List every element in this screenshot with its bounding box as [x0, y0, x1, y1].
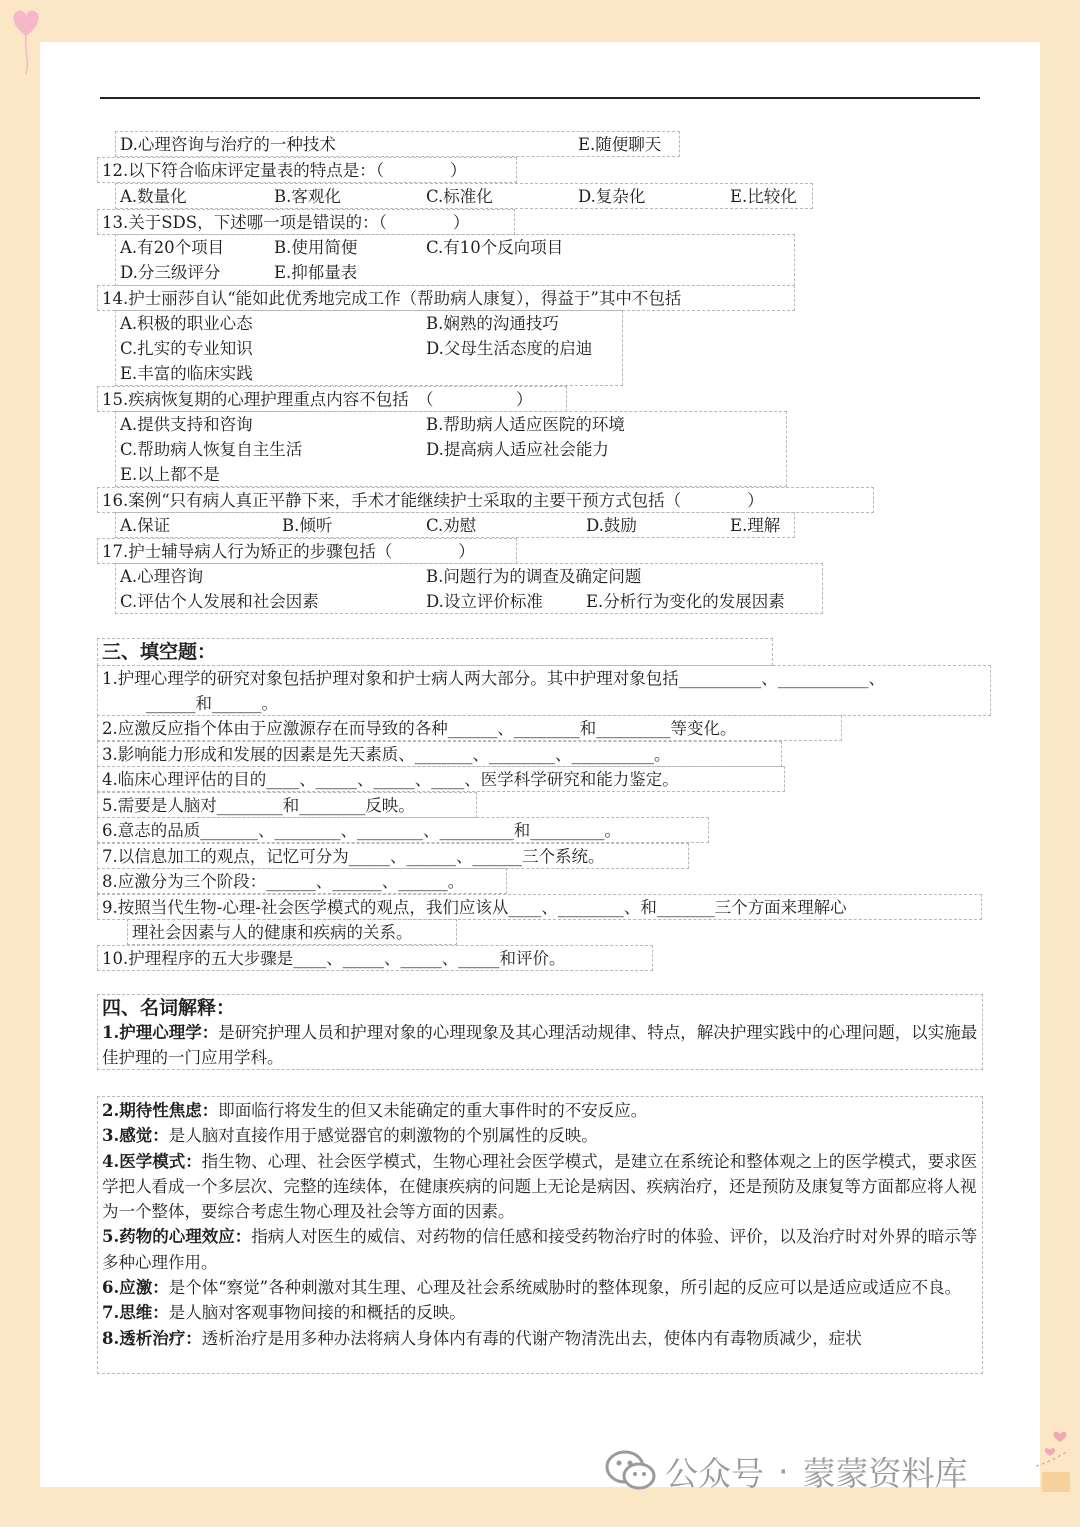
top-rule [100, 97, 980, 99]
option: D.心理咨询与治疗的一种技术 [120, 135, 336, 154]
fill-blank-text: 理社会因素与人的健康和疾病的关系。 [132, 923, 413, 942]
option: C.劝慰 [426, 516, 477, 535]
fill-blank-text: 4.临床心理评估的目的____、_____、_____、____、医学科学研究和能力鉴定。 [102, 770, 679, 789]
fill-blank-9-cont [127, 919, 457, 945]
question-text: 12.以下符合临床评定量表的特点是：（ ） [102, 161, 467, 180]
section-3-header [97, 638, 773, 666]
definition [102, 1098, 978, 1123]
question-text: 17.护士辅导病人行为矫正的步骤包括（ ） [102, 542, 475, 561]
fill-blank-10 [97, 945, 653, 971]
small-hearts-icon [1030, 1420, 1075, 1495]
definition-text: 指病人对医生的威信、对药物的信任感和接受药物治疗时的体验、评价，以及治疗时对外界的暗示等多种心理作用。 [102, 1227, 978, 1272]
question-text: 16.案例“只有病人真正平静下来，手术才能继续护士采取的主要干预方式包括（ ） [102, 491, 764, 510]
option: A.数量化 [120, 187, 187, 206]
definition-text: 即面临行将发生的但又未能确定的重大事件时的不安反应。 [218, 1101, 648, 1120]
definition-text: 透析治疗是用多种办法将病人身体内有毒的代谢产物清洗出去，使体内有毒物质减少，症状 [201, 1328, 862, 1348]
definition [102, 1224, 978, 1275]
option: A.积极的职业心态 [120, 314, 253, 333]
definition-text: 是研究护理人员和护理对象的心理现象及其心理活动规律、特点，解决护理实践中的心理问题，以实施最佳护理的一门应用学科。 [102, 1023, 978, 1068]
question-text: 14.护士丽莎自认“能如此优秀地完成工作（帮助病人康复），得益于”其中不包括 [102, 289, 682, 308]
option: E.分析行为变化的发展因素 [586, 592, 785, 611]
definition [102, 1149, 978, 1225]
fill-blank-text: 5.需要是人脑对________和________反映。 [102, 796, 415, 815]
question-12-options [115, 183, 813, 209]
fill-blank-text: 10.护理程序的五大步骤是____、_____、_____、_____和评价。 [102, 949, 566, 968]
fill-blank-5 [97, 792, 477, 818]
fill-blank-3 [97, 741, 782, 767]
definition-term: 1.护理心理学： [102, 1023, 219, 1042]
question-15 [97, 386, 567, 412]
question-16-options [115, 512, 795, 538]
question-12 [97, 157, 517, 183]
definition-term: 6.应激： [102, 1278, 169, 1298]
definition-text: 是人脑对客观事物间接的和概括的反映。 [168, 1303, 466, 1323]
option: C.标准化 [426, 187, 493, 206]
mc-continued-row [115, 131, 680, 157]
definition-term: 3.感觉： [102, 1126, 169, 1146]
option: E.比较化 [730, 187, 797, 206]
section-title: 四、名词解释： [102, 997, 236, 1019]
question-text: 15.疾病恢复期的心理护理重点内容不包括 （ ） [102, 390, 533, 409]
definition-term: 5.药物的心理效应： [102, 1227, 252, 1247]
option: C.评估个人发展和社会因素 [120, 592, 319, 611]
option: B.娴熟的沟通技巧 [426, 314, 559, 333]
definition-term: 8.透析治疗： [102, 1328, 202, 1348]
fill-blank-text: 1.护理心理学的研究对象包括护理对象和护士病人两大部分。其中护理对象包括__________、___________、 [102, 669, 885, 688]
definition [102, 1123, 978, 1148]
fill-blank-text: 7.以信息加工的观点，记忆可分为_____、______、______三个系统。 [102, 847, 605, 866]
question-16 [97, 487, 874, 513]
question-13 [97, 209, 515, 235]
option: E.理解 [730, 516, 781, 535]
fill-blank-text: 2.应激反应指个体由于应激源存在而导致的各种______、________和_________等变化。 [102, 719, 737, 738]
definition-list [102, 1098, 978, 1351]
definition-term: 2.期待性焦虑： [102, 1101, 219, 1120]
option: D.鼓励 [586, 516, 637, 535]
option: D.设立评价标准 [426, 592, 543, 611]
section-4-block-1 [97, 994, 983, 1070]
watermark-prefix: 公众号 [665, 1453, 764, 1493]
watermark-separator: · [778, 1451, 789, 1491]
option: B.使用简便 [274, 238, 358, 257]
option: C.有10个反向项目 [426, 238, 564, 257]
fill-blank-2 [97, 715, 842, 741]
fill-blank-4 [97, 766, 785, 792]
fill-blank-text: 3.影响能力形成和发展的因素是先天素质、_______、________、__________。 [102, 745, 671, 764]
fill-blank-text: ______和______。 [146, 694, 278, 713]
question-text: 13.关于SDS，下述哪一项是错误的：（ ） [102, 213, 470, 232]
option: A.有20个项目 [120, 238, 225, 257]
question-15-options [115, 411, 787, 487]
option: E.抑郁量表 [274, 263, 358, 282]
option: D.分三级评分 [120, 263, 221, 282]
option: D.提高病人适应社会能力 [426, 440, 609, 459]
definition [102, 1326, 978, 1351]
watermark-name: 蒙蒙资料库 [802, 1453, 968, 1493]
wechat-icon [605, 1449, 657, 1493]
question-17-options [115, 563, 823, 614]
option: D.复杂化 [578, 187, 646, 206]
option: C.帮助病人恢复自主生活 [120, 440, 303, 459]
fill-blank-6 [97, 817, 709, 843]
option: E.以上都不是 [120, 465, 220, 484]
definition-text: 是个体“察觉”各种刺激对其生理、心理及社会系统威胁时的整体现象，所引起的反应可以是适应或适应不良。 [168, 1278, 962, 1298]
option: A.保证 [120, 516, 171, 535]
option: B.倾听 [282, 516, 333, 535]
watermark [605, 1447, 968, 1495]
definition [102, 1020, 978, 1071]
definition-term: 7.思维： [102, 1303, 169, 1323]
section-4-block-2 [97, 1096, 983, 1374]
definition-text: 指生物、心理、社会医学模式，生物心理社会医学模式，是建立在系统论和整体观之上的医学模式，要求医学把人看成一个多层次、完整的连续体，在健康疾病的问题上无论是病因、疾病治疗，还是预防及康复等方面都应将人视为一个整体，要综合考虑生物心理及社会等方面的因素。 [102, 1151, 978, 1222]
definition [102, 1300, 978, 1325]
option: C.扎实的专业知识 [120, 339, 253, 358]
fill-blank-7 [97, 843, 689, 869]
fill-blank-8 [97, 868, 507, 894]
definition [102, 1275, 978, 1300]
question-14-options [115, 310, 623, 386]
section-title: 三、填空题： [102, 641, 217, 663]
option: A.提供支持和咨询 [120, 415, 253, 434]
option: B.问题行为的调查及确定问题 [426, 567, 642, 586]
fill-blank-text: 6.意志的品质_______、________、________、_________和_________。 [102, 821, 621, 840]
definition-text: 是人脑对直接作用于感觉器官的刺激物的个别属性的反映。 [168, 1126, 598, 1146]
question-14 [97, 285, 795, 311]
option: B.帮助病人适应医院的环境 [426, 415, 625, 434]
heart-balloon-icon [8, 6, 44, 76]
fill-blank-text: 9.按照当代生物-心理-社会医学模式的观点，我们应该从____、________、和_______三个方面来理解心 [102, 898, 847, 917]
option: E.随便聊天 [578, 135, 662, 154]
question-13-options [115, 234, 795, 286]
question-17 [97, 538, 517, 564]
fill-blank-9 [97, 894, 982, 920]
option: E.丰富的临床实践 [120, 364, 253, 383]
fill-blank-1 [97, 665, 991, 716]
option: D.父母生活态度的启迪 [426, 339, 593, 358]
option: A.心理咨询 [120, 567, 204, 586]
option: B.客观化 [274, 187, 341, 206]
fill-blank-text: 8.应激分为三个阶段：______、______、______。 [102, 872, 465, 891]
definition-term: 4.医学模式： [102, 1151, 202, 1171]
